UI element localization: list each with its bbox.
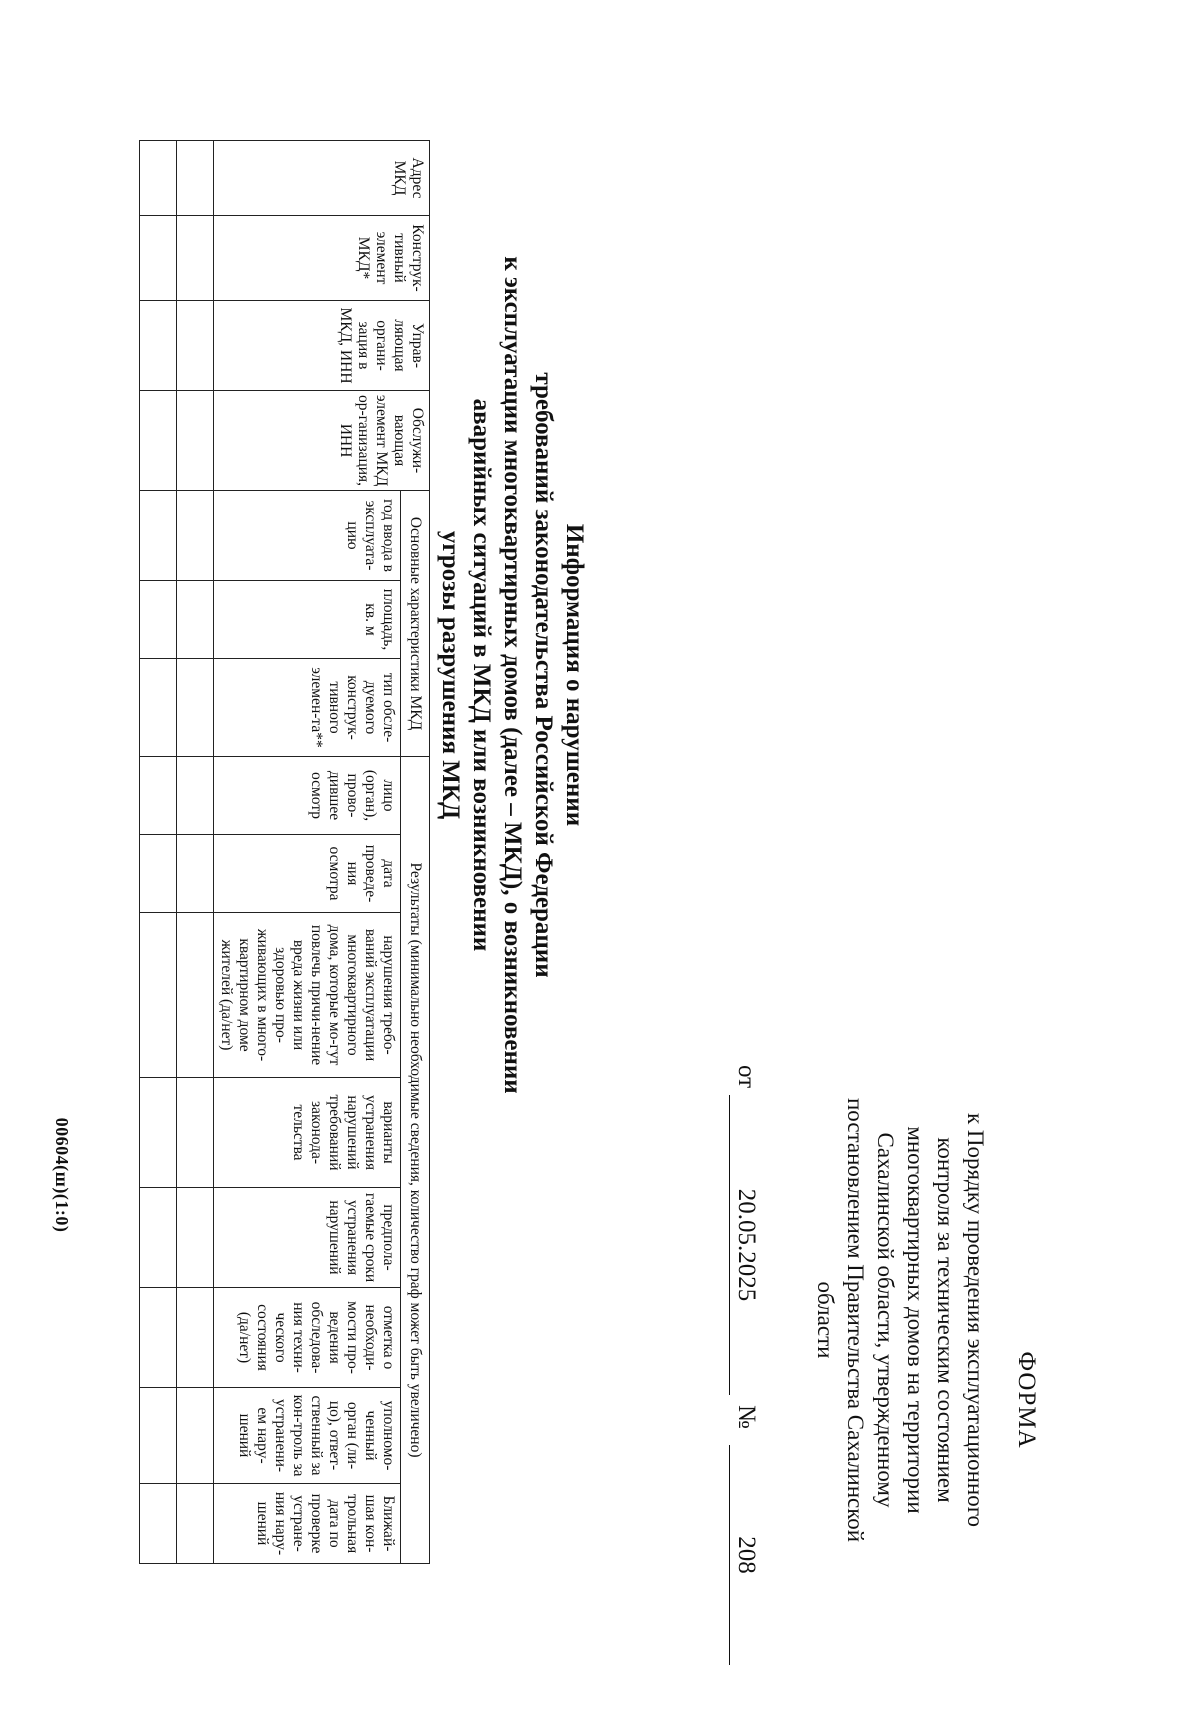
approval-line: Сахалинской области, утвержденному bbox=[873, 1132, 898, 1508]
approval-reference bbox=[810, 960, 990, 1680]
table-cell bbox=[177, 757, 214, 835]
title-line: требований законодательства Российской Федерации bbox=[530, 372, 557, 978]
table-cell bbox=[140, 1288, 177, 1388]
table-row bbox=[177, 141, 214, 1564]
table-cell bbox=[177, 391, 214, 491]
approval-line: многоквартирных домов на территории bbox=[903, 1126, 928, 1514]
table-cell bbox=[177, 1188, 214, 1288]
approval-number: 208 bbox=[729, 1445, 760, 1665]
document-code: 00604(ш)(1:0) bbox=[52, 1117, 72, 1233]
sub-terms-header: предпола-гаемые сроки устранения нарушений bbox=[214, 1188, 401, 1288]
violations-table bbox=[139, 140, 430, 1564]
sub-year-header: год ввода в эксплуата-цию bbox=[214, 491, 401, 581]
title-line: к эксплуатации многоквартирных домов (далее – МКД), о возникновении bbox=[499, 256, 526, 1094]
approval-line: области bbox=[813, 1281, 838, 1359]
sub-authority-header: уполномо-ченный орган (ли-цо), ответ-ственный за кон-троль за устранени-ем нару-шений bbox=[214, 1388, 401, 1484]
col-element-header: Конструк-тивный элемент МКД* bbox=[214, 216, 430, 301]
group-results-header: Результаты (минимально необходимые сведения, количество граф может быть увеличено) bbox=[401, 757, 430, 1564]
table-cell bbox=[177, 1388, 214, 1484]
from-label: от bbox=[733, 1065, 760, 1089]
approval-date-number bbox=[724, 1065, 760, 1675]
sub-person-header: лицо (орган), прово-дившее осмотр bbox=[214, 757, 401, 835]
table-cell bbox=[140, 1484, 177, 1564]
approval-line: к Порядку проведения эксплуатационного bbox=[963, 1112, 988, 1528]
table-cell bbox=[140, 659, 177, 757]
col-service-header: Обслужи-вающая элемент МКД ор-ганизация, ИНН bbox=[214, 391, 430, 491]
sub-violations-header: нарушения требо-ваний эксплуатации многоквартирного дома, которые мо-гут повлечь причи-нение вреда жизни или здоровью про-живающих в много-квартирном доме жителей (да/нет) bbox=[214, 913, 401, 1078]
table-cell bbox=[140, 581, 177, 659]
table-cell bbox=[140, 216, 177, 301]
sub-mark-header: отметка о необходи-мости про-ведения обследова-ния техни-ческого состояния (да/нет) bbox=[214, 1288, 401, 1388]
col-address-header: Адрес МКД bbox=[214, 141, 430, 216]
table-cell bbox=[140, 1388, 177, 1484]
table-cell bbox=[140, 491, 177, 581]
title-line: Информация о нарушении bbox=[561, 523, 588, 827]
sub-options-header: варианты устранения нарушений требований законода-тельства bbox=[214, 1078, 401, 1188]
table-cell bbox=[140, 913, 177, 1078]
title-line: угрозы разрушения МКД bbox=[437, 530, 464, 820]
group-characteristics-header: Основные характеристики МКД bbox=[401, 491, 430, 757]
table-cell bbox=[140, 835, 177, 913]
table-cell bbox=[140, 1078, 177, 1188]
number-sign: № bbox=[733, 1405, 760, 1429]
sub-area-header: площадь, кв. м bbox=[214, 581, 401, 659]
sub-date-header: дата проведе-ния осмотра bbox=[214, 835, 401, 913]
table-cell bbox=[177, 1078, 214, 1188]
header-row-1 bbox=[401, 141, 430, 1564]
table-cell bbox=[177, 1484, 214, 1564]
col-management-header: Управ-ляющая органи-зация в МКД, ИНН bbox=[214, 301, 430, 391]
table-cell bbox=[177, 835, 214, 913]
table-cell bbox=[140, 1188, 177, 1288]
table-cell bbox=[177, 581, 214, 659]
approval-date: 20.05.2025 bbox=[729, 1095, 760, 1395]
table-cell bbox=[177, 301, 214, 391]
form-label: ФОРМА bbox=[1013, 1351, 1040, 1449]
document-title bbox=[435, 250, 590, 1100]
table-row bbox=[140, 141, 177, 1564]
table-cell bbox=[177, 1288, 214, 1388]
table-cell bbox=[177, 216, 214, 301]
table-cell bbox=[177, 491, 214, 581]
approval-line: постановлением Правительства Сахалинской bbox=[843, 1097, 868, 1543]
sub-nearest-header: Ближай-шая кон-трольная дата по проверке устране-ния нару-шений bbox=[214, 1484, 401, 1564]
sub-type-header: тип обсле-дуемого конструк-тивного элемен-та** bbox=[214, 659, 401, 757]
table-cell bbox=[177, 659, 214, 757]
approval-line: контроля за техническим состоянием bbox=[933, 1137, 958, 1503]
title-line: аварийных ситуаций в МКД или возникновении bbox=[468, 398, 495, 952]
table-cell bbox=[177, 141, 214, 216]
table-cell bbox=[177, 913, 214, 1078]
table-cell bbox=[140, 391, 177, 491]
table-cell bbox=[140, 301, 177, 391]
table-cell bbox=[140, 141, 177, 216]
table-cell bbox=[140, 757, 177, 835]
